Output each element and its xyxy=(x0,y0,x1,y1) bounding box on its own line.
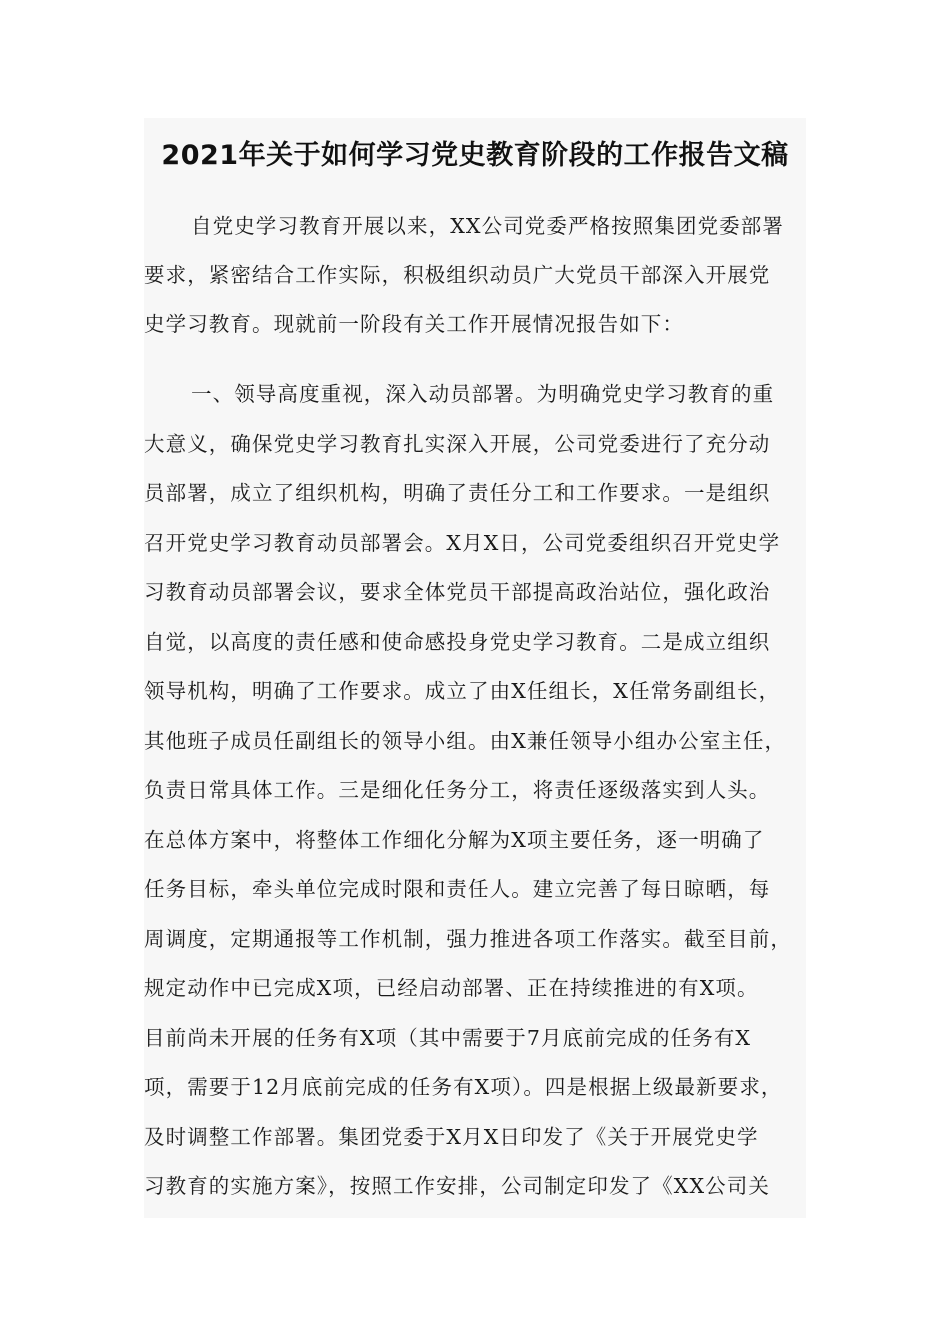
document-title: 2021年关于如何学习党史教育阶段的工作报告文稿 xyxy=(161,140,789,171)
paragraph-2-line-15: 项，需要于12月底前完成的任务有X项）。四是根据上级最新要求， xyxy=(144,1075,783,1099)
paragraph-2-line-3: 员部署，成立了组织机构，明确了责任分工和工作要求。一是组织 xyxy=(144,481,771,505)
document-body xyxy=(144,118,806,1218)
paragraph-1-line-1: 自党史学习教育开展以来，XX公司党委严格按照集团党委部署 xyxy=(191,214,784,238)
paragraph-2-line-5: 习教育动员部署会议，要求全体党员干部提高政治站位，强化政治 xyxy=(144,580,771,604)
paragraph-2-line-6: 自觉，以高度的责任感和使命感投身党史学习教育。二是成立组织 xyxy=(144,630,771,654)
paragraph-2-line-11: 任务目标，牵头单位完成时限和责任人。建立完善了每日晾晒，每 xyxy=(144,877,771,901)
paragraph-2-line-17: 习教育的实施方案》，按照工作安排，公司制定印发了《XX公司关 xyxy=(144,1174,770,1198)
paragraph-2-line-9: 负责日常具体工作。三是细化任务分工，将责任逐级落实到人头。 xyxy=(144,778,771,802)
paragraph-2-line-10: 在总体方案中，将整体工作细化分解为X项主要任务，逐一明确了 xyxy=(144,828,765,852)
paragraph-2-line-13: 规定动作中已完成X项，已经启动部署、正在持续推进的有X项。 xyxy=(144,976,759,1000)
paragraph-2-line-16: 及时调整工作部署。集团党委于X月X日印发了《关于开展党史学 xyxy=(144,1125,759,1149)
paragraph-2-line-8: 其他班子成员任副组长的领导小组。由X兼任领导小组办公室主任， xyxy=(144,729,787,753)
paragraph-2-line-1: 一、领导高度重视，深入动员部署。为明确党史学习教育的重 xyxy=(191,382,775,406)
paragraph-2-line-7: 领导机构，明确了工作要求。成立了由X任组长，X任常务副组长， xyxy=(144,679,781,703)
paragraph-2-line-4: 召开党史学习教育动员部署会。X月X日，公司党委组织召开党史学 xyxy=(144,531,781,555)
paragraph-2-line-12: 周调度，定期通报等工作机制，强力推进各项工作落实。截至目前， xyxy=(144,927,792,951)
paragraph-2-line-14: 目前尚未开展的任务有X项（其中需要于7月底前完成的任务有X xyxy=(144,1026,752,1050)
paragraph-1-line-3: 史学习教育。现就前一阶段有关工作开展情况报告如下： xyxy=(144,312,684,336)
paragraph-2-line-2: 大意义，确保党史学习教育扎实深入开展，公司党委进行了充分动 xyxy=(144,432,771,456)
paragraph-1-line-2: 要求，紧密结合工作实际，积极组织动员广大党员干部深入开展党 xyxy=(144,263,771,287)
